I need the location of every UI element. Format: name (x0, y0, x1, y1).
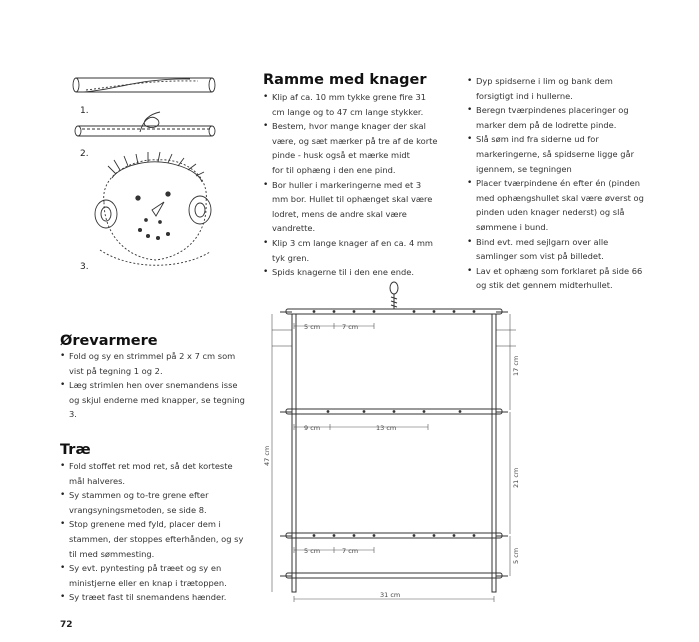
dim-right-top: 17 cm (512, 355, 520, 376)
figure-label-3: 3. (80, 262, 89, 272)
figure-label-2: 2. (80, 149, 89, 159)
earmuff-section-title: Ørevarmere (60, 333, 158, 349)
hanging-hook-icon (390, 282, 398, 294)
frame-step-6: • Dyp spidserne i lim og bank dem forsigtigt ind i hullerne. (467, 74, 649, 103)
dim-middle-spacing: 13 cm (376, 424, 397, 432)
tree-step-3: • Stop grenene med fyld, placer dem i stammen, der stoppes efterhånden, og sy til med sømmesting. (60, 517, 248, 561)
dim-top-first: 5 cm (304, 323, 321, 331)
snowman-head-drawing (95, 152, 211, 265)
dim-right-lower: 5 cm (512, 547, 520, 564)
frame-section-title: Ramme med knager (263, 72, 427, 88)
frame-step-4: • Klip 3 cm lange knager af en ca. 4 mm tyk gren. (263, 236, 458, 265)
dim-lower-first: 5 cm (304, 547, 321, 555)
tree-section-title: Træ (60, 442, 91, 458)
earmuff-step-2: • Læg strimlen hen over snemandens isse og skjul enderne med knapper, se tegning 3. (60, 378, 248, 422)
frame-step-9: • Placer tværpindene én efter én (pinden med ophængshullet skal være øverst og pinden uden knager nederst) og slå sømmene i bund. (467, 176, 649, 234)
crossbar-top (286, 309, 502, 314)
dim-lower-spacing: 7 cm (342, 547, 359, 555)
frame-step-10: • Bind evt. med sejlgarn over alle samlinger som vist på billedet. (467, 235, 649, 264)
frame-instructions-col1 (263, 90, 458, 280)
frame-step-7: • Beregn tværpindenes placeringer og marker dem på de lodrette pinde. (467, 103, 649, 132)
earmuff-instructions (60, 349, 248, 422)
frame-diagram (258, 278, 528, 610)
crossbar-bottom (286, 573, 502, 578)
tree-step-5: • Sy træet fast til snemandens hænder. (60, 590, 248, 605)
frame-step-2: • Bestem, hvor mange knager der skal være, og sæt mærker på tre af de korte pinde - husk også et mærke midt for til ophæng i den ene pind. (263, 119, 458, 177)
fold-step-2-drawing (75, 112, 215, 136)
dim-right-middle: 21 cm (512, 467, 520, 488)
frame-step-8: • Slå søm ind fra siderne ud for markeringerne, så spidserne ligge går igennem, se tegningen (467, 132, 649, 176)
right-vertical-pole (492, 314, 496, 592)
frame-step-3: • Bor huller i markeringerne med et 3 mm bor. Hullet til ophænget skal være lodret, mens de andre skal være vandrette. (263, 178, 458, 236)
fold-step-1-drawing (73, 78, 215, 92)
frame-instructions-col2 (467, 74, 649, 293)
frame-step-1: • Klip af ca. 10 mm tykke grene fire 31 cm lange og to 47 cm lange stykker. (263, 90, 458, 119)
tree-step-1: • Fold stoffet ret mod ret, så det korteste mål halveres. (60, 459, 248, 488)
tree-instructions (60, 459, 248, 605)
illustration-fold-steps (60, 70, 240, 280)
frame-step-5: • Spids knagerne til i den ene ende. (263, 265, 458, 280)
page-number: 72 (60, 620, 73, 630)
dim-top-spacing: 7 cm (342, 323, 359, 331)
dim-bottom-width: 31 cm (380, 591, 401, 599)
tree-step-4: • Sy evt. pyntesting på træet og sy en ministjerne eller en knap i trætoppen. (60, 561, 248, 590)
dim-left-height: 47 cm (263, 445, 271, 466)
frame-step-11: • Lav et ophæng som forklaret på side 66 og stik det gennem midterhullet. (467, 264, 649, 293)
dim-middle-first: 9 cm (304, 424, 321, 432)
tree-step-2: • Sy stammen og to-tre grene efter vrangsyningsmetoden, se side 8. (60, 488, 248, 517)
crossbar-lower (286, 533, 502, 538)
figure-label-1: 1. (80, 106, 89, 116)
earmuff-step-1: • Fold og sy en strimmel på 2 x 7 cm som vist på tegning 1 og 2. (60, 349, 248, 378)
